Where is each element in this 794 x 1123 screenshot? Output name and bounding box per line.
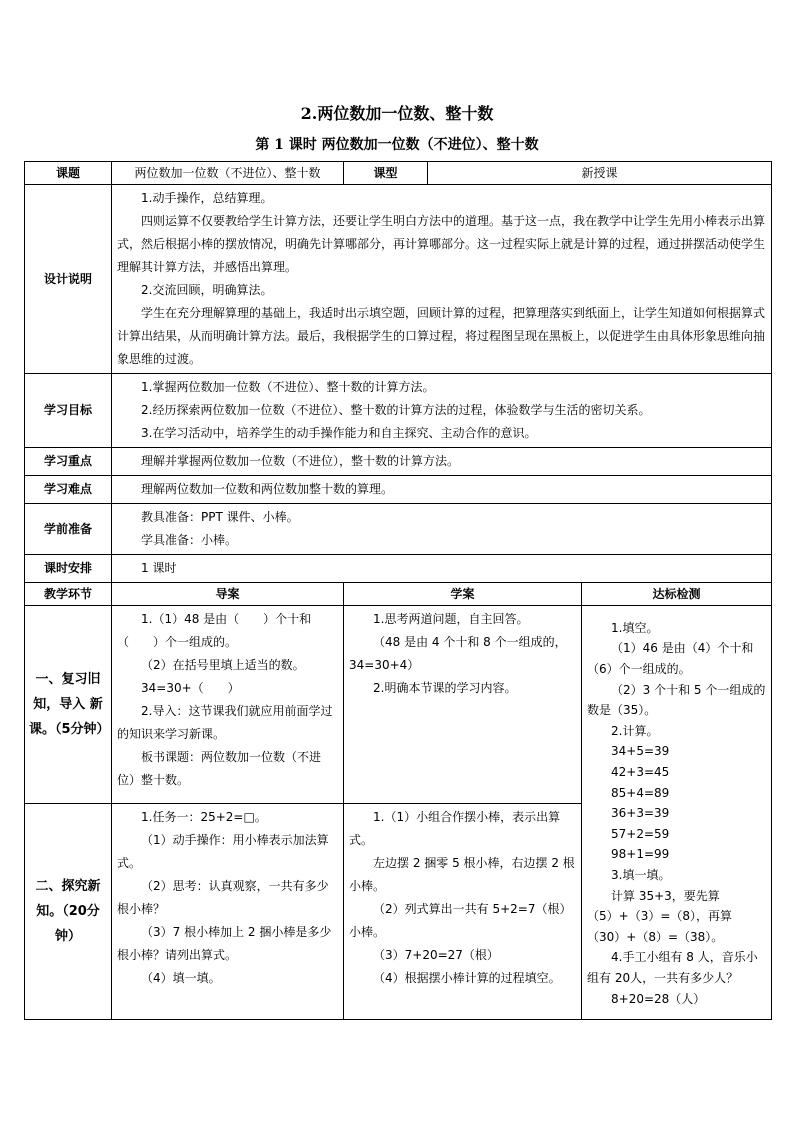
- stage1-study-line: （48 是由 4 个十和 8 个一组成的，34=30+4）: [349, 635, 567, 672]
- topic-label: 课题: [25, 162, 112, 185]
- check-line: 2.计算。: [611, 723, 659, 738]
- lesson-subtitle: 第 1 课时 两位数加一位数（不进位）、整十数: [255, 137, 539, 153]
- check-formula: 42+3=45: [611, 765, 670, 780]
- stage2-study-line: （2）列式算出一共有 5+2=7（根）小棒。: [349, 902, 572, 939]
- check-line: 3.填一填。: [611, 867, 671, 882]
- document-title: 2.两位数加一位数、整十数: [300, 104, 494, 123]
- stage2-guide-line: （1）动手操作：用小棒表示加法算式。: [117, 833, 329, 870]
- prep-line: 学具准备：小棒。: [141, 533, 238, 547]
- check-formula: 85+4=89: [611, 785, 670, 800]
- check-line: 4.手工小组有 8 人，音乐小组有 20人，一共有多少人？: [587, 950, 758, 985]
- stage2-study-line: （3）7+20=27（根）: [373, 948, 499, 962]
- check-line: 1.填空。: [611, 620, 659, 635]
- stage2-name: 二、探究新知。（20分钟）: [25, 804, 112, 1020]
- goal-line: 2.经历探索两位数加一位数（不进位）、整十数的计算方法的过程，体验数学与生活的密切关系。: [141, 403, 651, 417]
- type-label: 课型: [344, 162, 428, 185]
- stage1-study-line: 1.思考两道问题，自主回答。: [373, 612, 529, 626]
- check-formula: 36+3=39: [611, 806, 670, 821]
- design-line: 学生在充分理解算理的基础上，我适时出示填空题，回顾计算的过程，把算理落实到纸面上，让学生知道如何根据算式计算出结果，从而明确计算方法。最后，我根据学生的口算过程，将过程图呈现在黑板上，以促进学生由具体形象思维向抽象思维的过渡。: [117, 306, 766, 366]
- check-formula: 34+5=39: [611, 744, 670, 759]
- design-content: [112, 185, 772, 374]
- goals-content: [112, 374, 772, 448]
- stage1-guide: [112, 606, 344, 804]
- stage2-study-line: 1.（1）小组合作摆小棒，表示出算式。: [349, 810, 561, 847]
- difficulty-label: 学习难点: [25, 476, 112, 504]
- goal-line: 3.在学习活动中，培养学生的动手操作能力和自主探究、主动合作的意识。: [141, 426, 537, 440]
- stage1-guide-line: 板书课题：两位数加一位数（不进位）整十数。: [117, 750, 322, 787]
- key-text: 理解并掌握两位数加一位数（不进位），整十数的计算方法。: [112, 448, 772, 476]
- prep-label: 学前准备: [25, 504, 112, 555]
- stage1-guide-line: 34=30+（ ）: [141, 681, 240, 695]
- check-formula: 57+2=59: [611, 826, 670, 841]
- stage2-guide-line: （4）填一填。: [141, 971, 221, 985]
- design-line: 2.交流回顾，明确算法。: [141, 283, 273, 297]
- col-stage-header: 教学环节: [25, 583, 112, 606]
- stage2-guide-line: 1.任务一：25+2=□。: [141, 810, 267, 824]
- stage2-study: [344, 804, 582, 1020]
- design-line: 四则运算不仅要教给学生计算方法，还要让学生明白方法中的道理。基于这一点，我在教学中让学生先用小棒表示出算式，然后根据小棒的摆放情况，明确先计算哪部分，再计算哪部分。这一过程实际上就是计算的过程，通过拼摆活动使学生理解其计算方法，并感悟出算理。: [117, 214, 766, 274]
- type-value: 新授课: [428, 162, 772, 185]
- stage2-study-line: 左边摆 2 捆零 5 根小棒，右边摆 2 根小棒。: [349, 856, 575, 893]
- stage1-study: [344, 606, 582, 804]
- stage1-study-line: 2.明确本节课的学习内容。: [373, 681, 517, 695]
- check-line: 8+20=28（人）: [611, 991, 706, 1006]
- design-label: 设计说明: [25, 185, 112, 374]
- check-line: （1）46 是由（4）个十和（6）个一组成的。: [587, 641, 754, 677]
- topic-value: 两位数加一位数（不进位）、整十数: [112, 162, 344, 185]
- check-formula: 98+1=99: [611, 847, 670, 862]
- stage1-guide-line: （2）在括号里填上适当的数。: [141, 658, 305, 672]
- prep-line: 教具准备：PPT 课件、小棒。: [141, 510, 299, 524]
- stage1-name: 一、复习旧知，导入 新课。（5分钟）: [25, 606, 112, 804]
- check-line: 计算 35+3，要先算（5）+（3）=（8），再算（30）+（8）=（38）。: [587, 888, 733, 944]
- schedule-label: 课时安排: [25, 555, 112, 583]
- key-label: 学习重点: [25, 448, 112, 476]
- col-check-header: 达标检测: [582, 583, 772, 606]
- check-content: [582, 606, 772, 1020]
- stage2-guide: [112, 804, 344, 1020]
- stage2-guide-line: （2）思考：认真观察，一共有多少根小棒？: [117, 879, 329, 916]
- goals-label: 学习目标: [25, 374, 112, 448]
- difficulty-text: 理解两位数加一位数和两位数加整十数的算理。: [112, 476, 772, 504]
- schedule-text: 1 课时: [112, 555, 772, 583]
- stage1-guide-line: 2.导入：这节课我们就应用前面学过的知识来学习新课。: [117, 704, 333, 741]
- stage2-study-line: （4）根据摆小棒计算的过程填空。: [373, 971, 561, 985]
- design-line: 1.动手操作，总结算理。: [141, 191, 273, 205]
- goal-line: 1.掌握两位数加一位数（不进位）、整十数的计算方法。: [141, 380, 435, 394]
- col-guide-header: 导案: [112, 583, 344, 606]
- prep-content: [112, 504, 772, 555]
- stage2-guide-line: （3）7 根小棒加上 2 捆小棒是多少根小棒？请列出算式。: [117, 925, 332, 962]
- check-line: （2）3 个十和 5 个一组成的数是（35）。: [587, 682, 766, 718]
- lesson-plan-table: [24, 161, 772, 1020]
- stage1-guide-line: 1.（1）48 是由（ ）个十和（ ）个一组成的。: [117, 612, 312, 649]
- col-study-header: 学案: [344, 583, 582, 606]
